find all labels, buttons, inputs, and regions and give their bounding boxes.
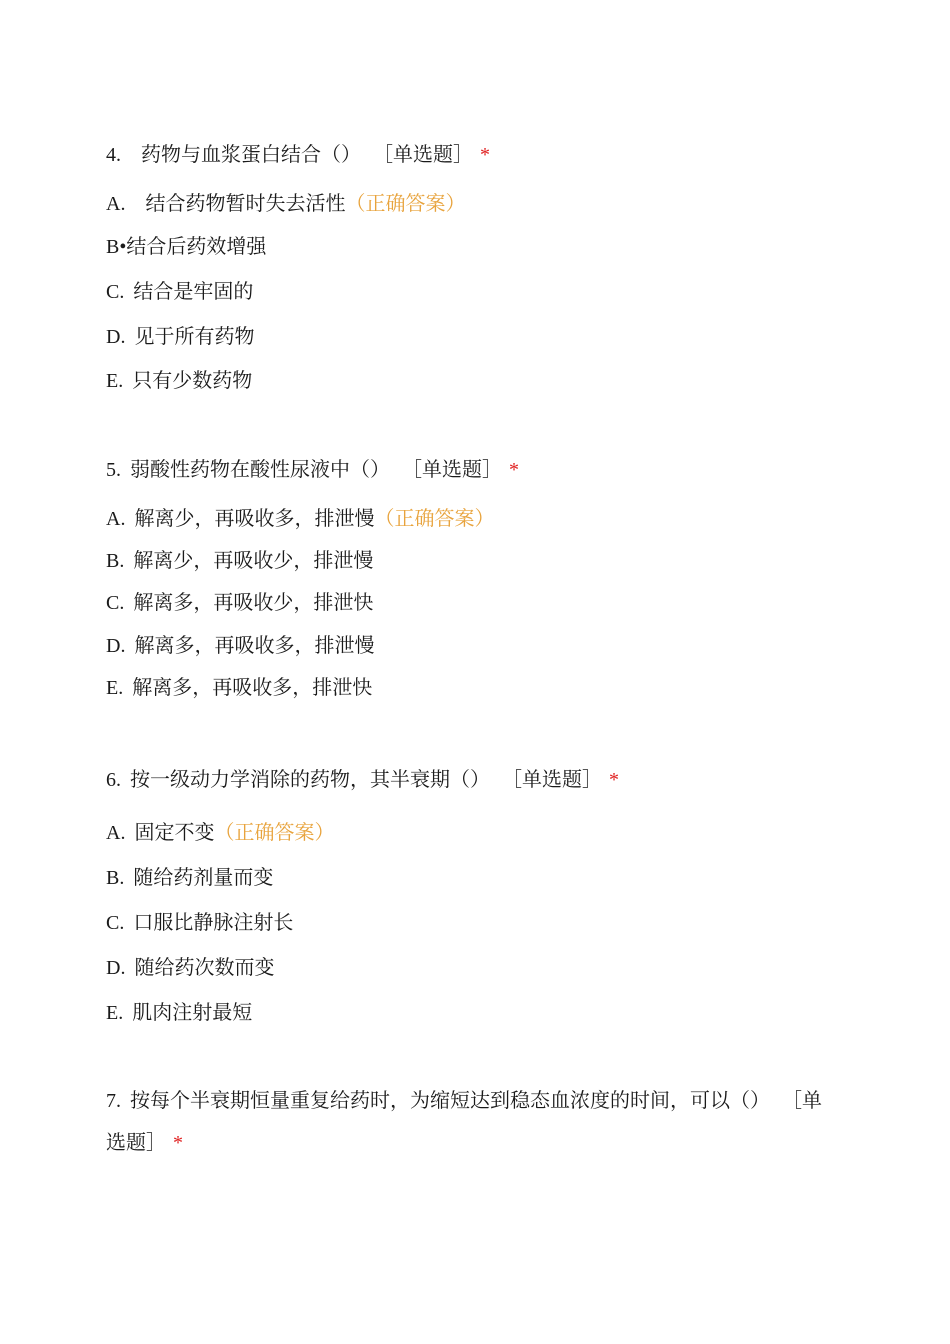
question-5-title [106,458,519,482]
option-e[interactable] [106,676,372,700]
option-text: 解离多，再吸收多，排泄慢 [134,635,375,657]
question-text: 弱酸性药物在酸性尿液中（） [130,459,390,481]
required-mark: * [509,459,519,481]
option-letter: A. [106,193,126,215]
option-text: 随给药次数而变 [134,957,275,979]
option-letter: E. [106,1002,124,1024]
option-b[interactable] [106,549,373,573]
required-mark: * [480,144,490,166]
correct-answer-label: （正确答案） [374,508,495,530]
option-d[interactable] [106,634,374,658]
question-6-title [106,768,619,792]
option-letter: E. [106,370,124,392]
option-text: 结合后药效增强 [126,236,267,258]
option-letter: A. [106,508,126,530]
option-letter: D. [106,635,126,657]
option-b[interactable] [106,866,273,890]
option-a[interactable] [106,821,334,845]
option-text: 解离多，再吸收多，排泄快 [132,677,373,699]
question-number: 7. [106,1090,121,1112]
question-text: 按每个半衰期恒量重复给药时，为缩短达到稳态血浓度的时间，可以（） [130,1090,770,1112]
option-letter: E. [106,677,124,699]
option-letter: C. [106,281,125,303]
option-letter: A. [106,822,126,844]
question-type-tag: ［单选题］ [106,1090,822,1154]
question-type-tag: ［单选题］ [502,769,602,791]
option-e[interactable] [106,369,252,393]
question-7-title [106,1080,826,1164]
option-c[interactable] [106,911,293,935]
option-text: 解离少，再吸收多，排泄慢 [134,508,375,530]
option-text: 固定不变 [134,822,215,844]
option-letter: B. [106,550,125,572]
question-4-title [106,143,490,167]
question-text: 按一级动力学消除的药物，其半衰期（） [130,769,490,791]
option-text: 口服比静脉注射长 [133,912,294,934]
option-text: 只有少数药物 [132,370,253,392]
option-c[interactable] [106,280,253,304]
option-letter: D. [106,957,126,979]
option-d[interactable] [106,325,254,349]
option-text: 解离多，再吸收少，排泄快 [133,592,374,614]
question-number: 5. [106,459,121,481]
question-type-tag: ［单选题］ [402,459,502,481]
question-number: 6. [106,769,121,791]
option-text: 肌肉注射最短 [132,1002,253,1024]
option-letter: B• [106,236,127,258]
option-text: 见于所有药物 [134,326,255,348]
option-letter: B. [106,867,125,889]
required-mark: * [609,769,619,791]
option-b[interactable] [106,235,266,259]
question-type-tag: ［单选题］ [373,144,473,166]
option-a[interactable] [106,192,465,216]
correct-answer-label: （正确答案） [345,193,466,215]
option-d[interactable] [106,956,274,980]
question-text: 药物与血浆蛋白结合（） [141,144,361,166]
correct-answer-label: （正确答案） [214,822,335,844]
option-text: 解离少，再吸收少，排泄慢 [133,550,374,572]
option-text: 随给药剂量而变 [133,867,274,889]
question-number: 4. [106,144,121,166]
option-c[interactable] [106,591,373,615]
option-e[interactable] [106,1001,252,1025]
option-letter: C. [106,592,125,614]
required-mark: * [173,1132,183,1154]
option-a[interactable] [106,507,494,531]
option-text: 结合药物暂时失去活性 [145,193,346,215]
option-letter: D. [106,326,126,348]
option-letter: C. [106,912,125,934]
option-text: 结合是牢固的 [133,281,254,303]
